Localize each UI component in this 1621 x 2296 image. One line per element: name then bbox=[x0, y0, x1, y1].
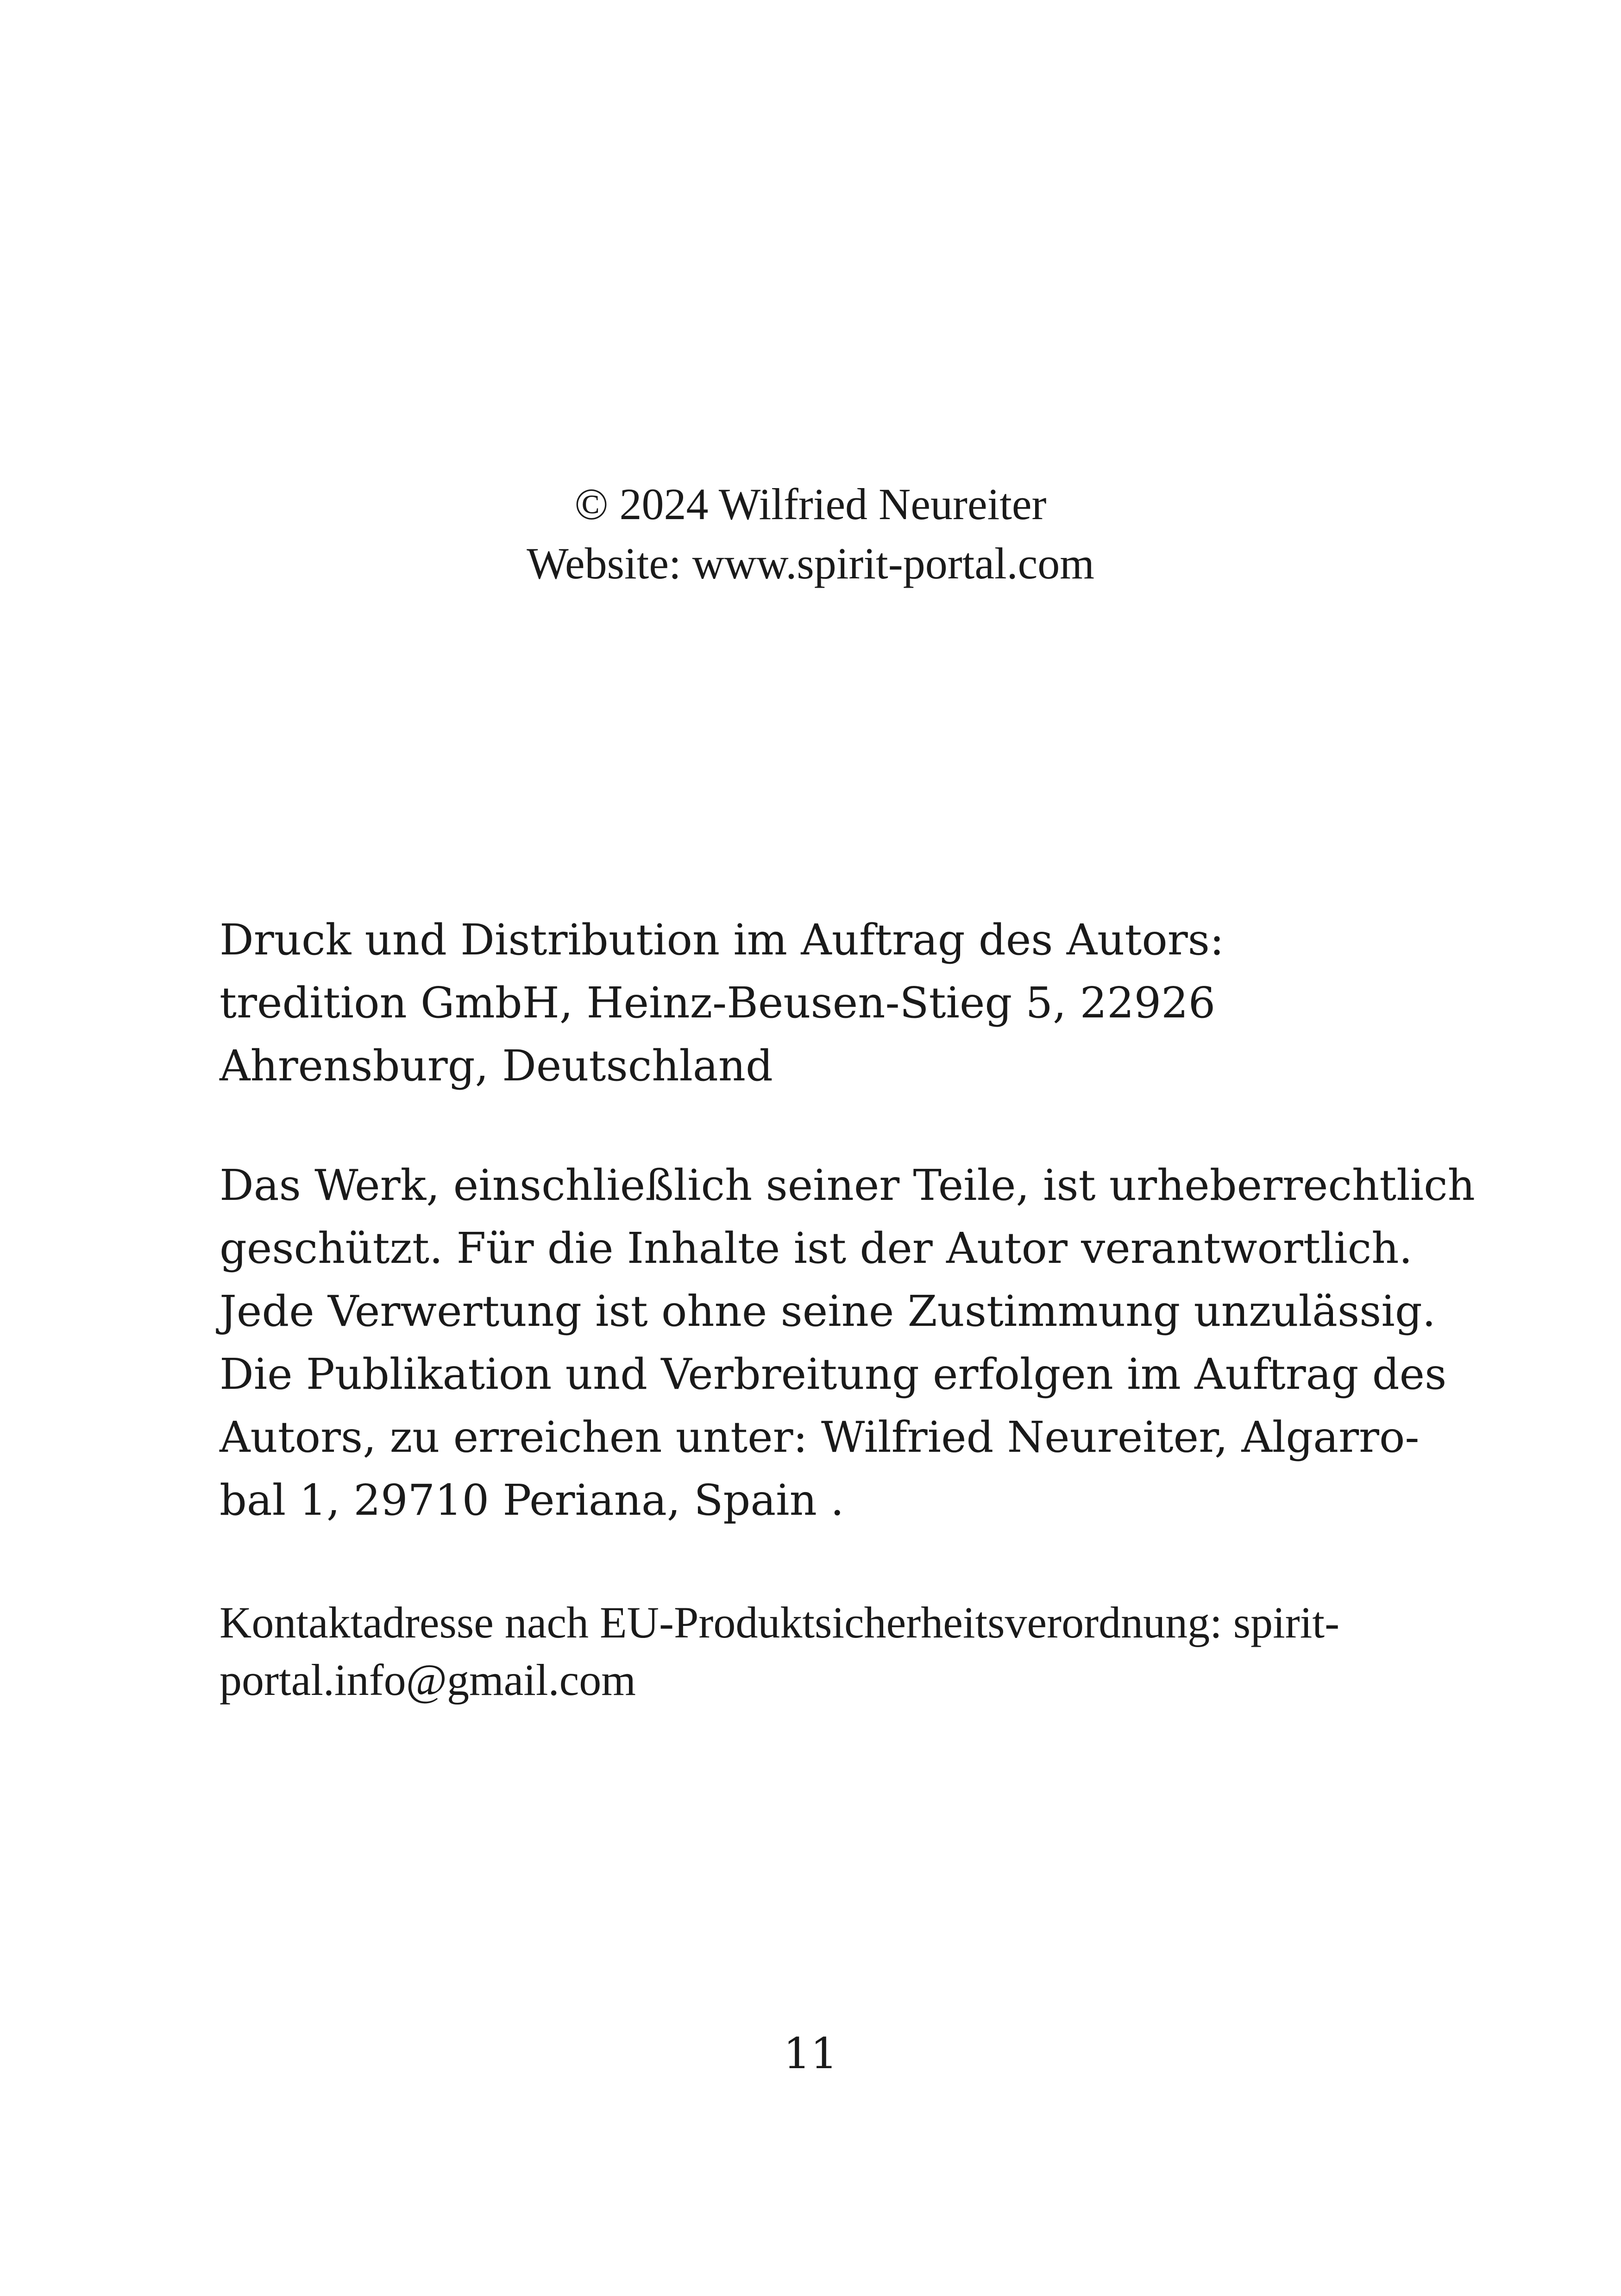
print-line: Ahrensburg, Deutschland bbox=[220, 1041, 773, 1091]
contact-line: portal.info@gmail.com bbox=[220, 1655, 636, 1705]
rights-line: Das Werk, einschließlich seiner Teile, ist urheberrechtlich bbox=[220, 1161, 1475, 1210]
rights-line: Jede Verwertung ist ohne seine Zustimmung unzulässig. bbox=[220, 1286, 1436, 1336]
page-number: 11 bbox=[783, 2029, 838, 2078]
website-line: Website: www.spirit-portal.com bbox=[527, 539, 1094, 588]
print-line: Druck und Distribution im Auftrag des Autors: bbox=[220, 915, 1224, 965]
rights-line: Autors, zu erreichen unter: Wilfried Neureiter, Algarro- bbox=[220, 1412, 1420, 1462]
copyright-block bbox=[0, 475, 1621, 593]
rights-line: geschützt. Für die Inhalte ist der Autor verantwortlich. bbox=[220, 1223, 1413, 1273]
print-distribution-block bbox=[220, 909, 1424, 1098]
rights-line: bal 1, 29710 Periana, Spain . bbox=[220, 1475, 844, 1525]
contact-line: Kontaktadresse nach EU-Produktsicherheitsverordnung: spirit- bbox=[220, 1598, 1340, 1647]
rights-line: Die Publikation und Verbreitung erfolgen im Auftrag des bbox=[220, 1349, 1447, 1399]
rights-notice-block bbox=[220, 1154, 1475, 1532]
contact-address-block bbox=[220, 1594, 1424, 1709]
copyright-line: © 2024 Wilfried Neureiter bbox=[574, 479, 1047, 529]
print-line: tredition GmbH, Heinz-Beusen-Stieg 5, 22926 bbox=[220, 978, 1216, 1028]
